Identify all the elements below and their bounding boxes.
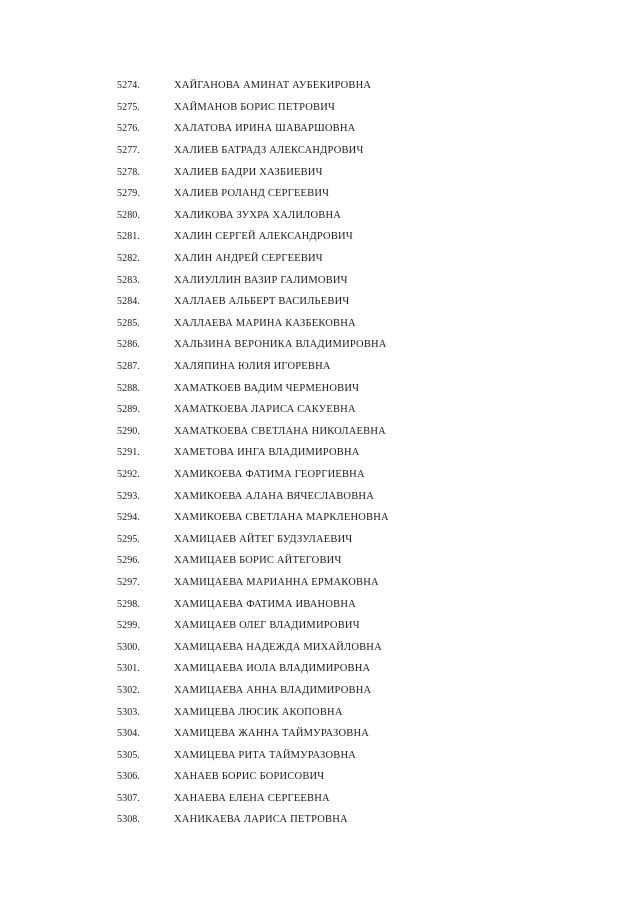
entry-name: ХАМИЦАЕВА ИОЛА ВЛАДИМИРОВНА [174, 663, 371, 675]
entry-number: 5275. [117, 101, 140, 113]
list-item [117, 615, 389, 637]
entry-number: 5295. [117, 533, 140, 545]
entry-number: 5303. [117, 706, 140, 718]
list-item [117, 269, 389, 291]
entry-number: 5293. [117, 490, 140, 502]
entry-name: ХАМИЦАЕВА ФАТИМА ИВАНОВНА [174, 598, 356, 610]
entry-name: ХАЛИЕВ БАДРИ ХАЗБИЕВИЧ [174, 166, 323, 178]
entry-name: ХАЛИН СЕРГЕЙ АЛЕКСАНДРОВИЧ [174, 231, 353, 243]
list-item [117, 636, 389, 658]
list-item [117, 75, 389, 97]
entry-number: 5296. [117, 555, 140, 567]
entry-number: 5280. [117, 209, 140, 221]
entry-number: 5276. [117, 123, 140, 135]
entry-number: 5288. [117, 382, 140, 394]
list-item [117, 97, 389, 119]
entry-number: 5304. [117, 728, 140, 740]
entry-name: ХАМИЦАЕВА АННА ВЛАДИМИРОВНА [174, 684, 372, 696]
list-item [117, 680, 389, 702]
entry-name: ХАЛИН АНДРЕЙ СЕРГЕЕВИЧ [174, 253, 323, 265]
entry-name: ХАМИКОЕВА СВЕТЛАНА МАРКЛЕНОВНА [174, 512, 389, 524]
entry-number: 5274. [117, 80, 140, 92]
list-item [117, 507, 389, 529]
list-item [117, 442, 389, 464]
entry-name: ХАМИЦЕВА ЖАННА ТАЙМУРАЗОВНА [174, 728, 370, 740]
list-item [117, 788, 389, 810]
list-item [117, 809, 389, 831]
entry-number: 5292. [117, 468, 140, 480]
entry-name: ХАМАТКОЕВА ЛАРИСА САКУЕВНА [174, 404, 356, 416]
entry-name: ХАЛИУЛЛИН ВАЗИР ГАЛИМОВИЧ [174, 274, 348, 286]
entry-name: ХАМЕТОВА ИНГА ВЛАДИМИРОВНА [174, 447, 360, 459]
entry-number: 5290. [117, 425, 140, 437]
entry-name: ХАМИЦАЕВ БОРИС АЙТЕГОВИЧ [174, 555, 342, 567]
entry-name: ХАМИЦАЕВА МАРИАННА ЕРМАКОВНА [174, 576, 379, 588]
entry-name: ХАНАЕВ БОРИС БОРИСОВИЧ [174, 771, 325, 783]
list-item [117, 485, 389, 507]
entry-name: ХАЙМАНОВ БОРИС ПЕТРОВИЧ [174, 101, 336, 113]
entry-name: ХАЛЯПИНА ЮЛИЯ ИГОРЕВНА [174, 361, 331, 373]
entry-number: 5283. [117, 274, 140, 286]
list-item [117, 313, 389, 335]
list-item [117, 161, 389, 183]
list-item [117, 744, 389, 766]
list-item [117, 723, 389, 745]
list-item [117, 183, 389, 205]
entry-name: ХАМИЦЕВА ЛЮСИК АКОПОВНА [174, 706, 343, 718]
list-item [117, 205, 389, 227]
list-item [117, 377, 389, 399]
entry-name: ХАЛИКОВА ЗУХРА ХАЛИЛОВНА [174, 209, 342, 221]
entry-name: ХАМИЦЕВА РИТА ТАЙМУРАЗОВНА [174, 749, 357, 761]
entry-name: ХАМИЦАЕВ АЙТЕГ БУДЗУЛАЕВИЧ [174, 533, 353, 545]
list-item [117, 248, 389, 270]
entry-number: 5297. [117, 576, 140, 588]
entry-name: ХАМАТКОЕВ ВАДИМ ЧЕРМЕНОВИЧ [174, 382, 360, 394]
entry-number: 5298. [117, 598, 140, 610]
entry-name: ХАМАТКОЕВА СВЕТЛАНА НИКОЛАЕВНА [174, 425, 386, 437]
entry-number: 5302. [117, 684, 140, 696]
entry-name: ХАМИЦАЕВ ОЛЕГ ВЛАДИМИРОВИЧ [174, 620, 360, 632]
entry-number: 5305. [117, 749, 140, 761]
entry-name: ХАЛЛАЕВ АЛЬБЕРТ ВАСИЛЬЕВИЧ [174, 296, 350, 308]
entry-name: ХАМИКОЕВА АЛАНА ВЯЧЕСЛАВОВНА [174, 490, 374, 502]
entry-number: 5299. [117, 620, 140, 632]
entry-number: 5307. [117, 792, 140, 804]
entry-number: 5308. [117, 814, 140, 826]
list-item [117, 572, 389, 594]
entry-name: ХАЛИЕВ БАТРАДЗ АЛЕКСАНДРОВИЧ [174, 145, 364, 157]
entry-number: 5300. [117, 641, 140, 653]
entry-name: ХАМИКОЕВА ФАТИМА ГЕОРГИЕВНА [174, 468, 365, 480]
list-item [117, 291, 389, 313]
name-list [117, 75, 389, 831]
list-item [117, 701, 389, 723]
entry-number: 5294. [117, 512, 140, 524]
list-item [117, 528, 389, 550]
entry-name: ХАЛЬЗИНА ВЕРОНИКА ВЛАДИМИРОВНА [174, 339, 387, 351]
entry-number: 5279. [117, 188, 140, 200]
entry-name: ХАМИЦАЕВА НАДЕЖДА МИХАЙЛОВНА [174, 641, 382, 653]
entry-name: ХАНАЕВА ЕЛЕНА СЕРГЕЕВНА [174, 792, 330, 804]
list-item [117, 550, 389, 572]
entry-name: ХАЛЛАЕВА МАРИНА КАЗБЕКОВНА [174, 317, 356, 329]
entry-number: 5291. [117, 447, 140, 459]
entry-number: 5278. [117, 166, 140, 178]
entry-number: 5289. [117, 404, 140, 416]
entry-number: 5281. [117, 231, 140, 243]
list-item [117, 226, 389, 248]
list-item [117, 334, 389, 356]
entry-number: 5284. [117, 296, 140, 308]
entry-number: 5301. [117, 663, 140, 675]
list-item [117, 464, 389, 486]
list-item [117, 658, 389, 680]
list-item [117, 140, 389, 162]
entry-name: ХАЙГАНОВА АМИНАТ АУБЕКИРОВНА [174, 80, 372, 92]
entry-name: ХАЛАТОВА ИРИНА ШАВАРШОВНА [174, 123, 356, 135]
entry-number: 5277. [117, 145, 140, 157]
entry-name: ХАНИКАЕВА ЛАРИСА ПЕТРОВНА [174, 814, 348, 826]
entry-number: 5287. [117, 361, 140, 373]
list-item [117, 593, 389, 615]
entry-name: ХАЛИЕВ РОЛАНД СЕРГЕЕВИЧ [174, 188, 330, 200]
list-item [117, 766, 389, 788]
entry-number: 5306. [117, 771, 140, 783]
list-item [117, 118, 389, 140]
entry-number: 5286. [117, 339, 140, 351]
list-item [117, 356, 389, 378]
list-item [117, 399, 389, 421]
entry-number: 5282. [117, 253, 140, 265]
list-item [117, 421, 389, 443]
entry-number: 5285. [117, 317, 140, 329]
